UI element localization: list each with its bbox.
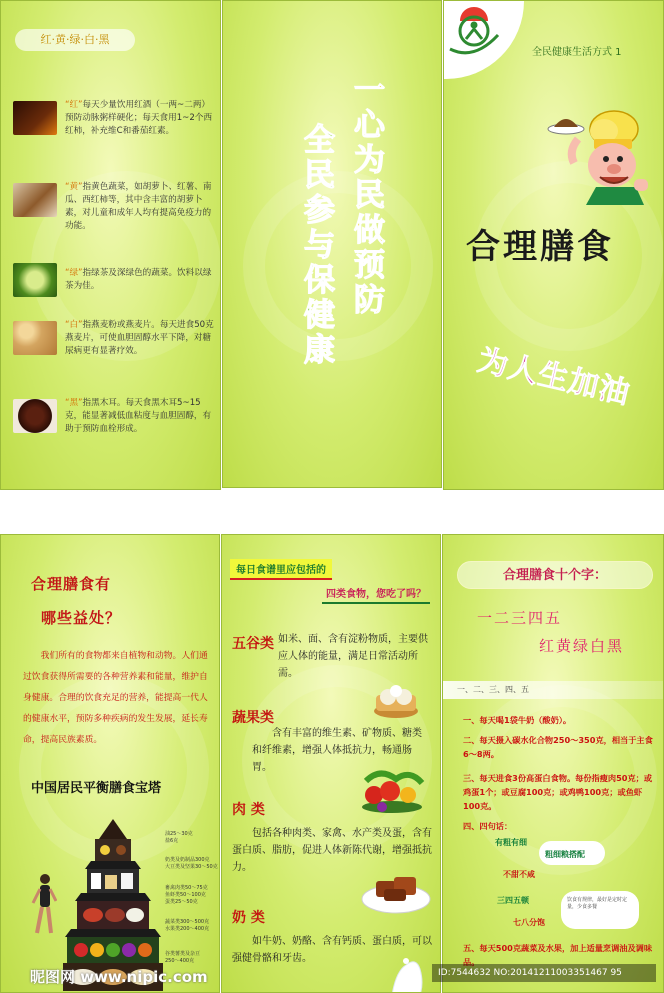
phrase-coarse-fine: 有粗有细 — [495, 838, 527, 847]
green-tea-image — [13, 263, 57, 297]
ten-words-banner: 合理膳食十个字： — [457, 561, 653, 589]
benefits-title-line1: 合理膳食有 — [31, 575, 112, 593]
milk-splash-icon — [386, 955, 426, 993]
image-id-watermark: ID:7544632 NO:20141211003351467 95 — [432, 964, 656, 982]
category-title-fruits-vegetables: 蔬果类 — [232, 710, 274, 726]
color-item-text: “黄”指黄色蔬菜，如胡萝卜、红薯、南瓜、西红柿等，其中含丰富的胡萝卜素，对儿童和成年人均有提高免疫力的功能。 — [65, 182, 212, 231]
five-colors-legend: 红·黄·绿·白·黑 — [15, 29, 135, 51]
phrase-grain-mix: 粗细粮搭配 — [545, 850, 585, 859]
bubble-note: 饮食有规律，最好是定时定量，少食多餐 — [567, 897, 628, 910]
runner-icon — [31, 873, 57, 943]
vegetables-icon — [356, 767, 428, 815]
pagoda-level-label: 蔬菜类300～500克 水果类200～400克 — [165, 919, 210, 932]
pagoda-level-label: 畜禽肉类50～75克 鱼虾类50～100克 蛋类25～50克 — [165, 885, 208, 905]
logo-corner — [444, 1, 524, 79]
brochure-label: 全民健康生活方式 1 — [532, 47, 622, 58]
category-title-dairy: 奶 类 — [232, 910, 265, 926]
phrase-meals: 三四五顿 — [497, 896, 529, 905]
red-wine-image — [13, 101, 57, 135]
color-item-text: “白”指燕麦粉或燕麦片。每天进食50克燕麦片，可使血胆固醇水平下降，对糖尿病更有显著疗效。 — [65, 320, 214, 356]
yellow-vegetables-image — [13, 183, 57, 217]
panel-four-food-groups — [221, 534, 441, 993]
numbers-strip: 一、二、三、四、五 — [443, 681, 664, 699]
phrase-not-sweet-salty: 不甜不咸 — [503, 870, 535, 879]
ten-words-colors: 红黄绿白黑 — [539, 637, 625, 655]
benefits-body: 我们所有的食物都来自植物和动物。人们通过饮食获得所需要的各种营养素和能量，维护自身健康。合理的饮食充足的营养，能提高一代人的健康水平，预防多种疾病的发生发展，延长寿命，提高民族素质。 — [23, 651, 208, 745]
tip-item: 三、每天进食3份高蛋白食物。每份指瘦肉50克；或鸡蛋1个；或豆腐100克；或鸡鸭100克；或鱼虾100克。 — [463, 773, 653, 811]
panel-benefits — [0, 534, 220, 993]
category-title-grains: 五谷类 — [232, 636, 274, 652]
oats-image — [13, 321, 57, 355]
tip-item: 一、每天喝1袋牛奶（酸奶）。 — [463, 715, 572, 725]
phrase-seventy-percent-full: 七八分饱 — [513, 918, 545, 927]
tip-item: 五、每天500克蔬菜及水果，加上适量烹调油及调味品。 — [463, 943, 653, 967]
category-text-grains: 如米、面、含有淀粉物质，主要供应人体的能量，满足日常活动所需。 — [278, 634, 428, 679]
panel-cover — [443, 0, 664, 490]
food-groups-banner: 每日食谱里应包括的 — [230, 559, 332, 580]
chef-mascot-icon — [544, 101, 654, 206]
color-item-text: “黑”指黑木耳。每天食黑木耳5~15克，能显著减低血粘度与血胆固醇，有助于预防血栓形成。 — [65, 398, 212, 434]
color-item-text: “绿”指绿茶及深绿色的蔬菜。饮料以绿茶为佳。 — [65, 268, 212, 291]
steamed-buns-icon — [372, 681, 420, 719]
pagoda-level-label: 谷类薯类及杂豆 250～400克 — [165, 951, 201, 964]
category-text-fruits-vegetables: 含有丰富的维生素、矿物质、糖类和纤维素，增强人体抵抗力，畅通肠胃。 — [252, 728, 422, 773]
campaign-logo-icon — [444, 1, 504, 63]
pagoda-level-label: 奶类及奶制品300克 大豆类及坚果30～50克 — [165, 857, 218, 870]
slogan-two: 全民参与保健康 — [298, 123, 334, 368]
ten-words-numbers: 一二三四五 — [477, 609, 563, 627]
slogan-one: 一心为民做预防 — [348, 73, 384, 318]
cover-subtitle: 为人生加油 — [474, 342, 634, 412]
braised-meat-icon — [360, 865, 432, 915]
pagoda-level-label: 油25～30克 盐6克 — [165, 831, 193, 844]
panel-slogans — [222, 0, 442, 488]
panel-ten-words — [442, 534, 664, 993]
color-item-text: “红”每天少量饮用红酒（一两~二两）预防动脉粥样硬化；每天食用1~2个西红柿，补充维C和番茄红素。 — [65, 100, 213, 136]
category-text-dairy: 如牛奶、奶酪、含有钙质、蛋白质，可以强健骨骼和牙齿。 — [232, 936, 432, 964]
category-title-meat: 肉 类 — [232, 802, 265, 818]
tip-item: 四、四句话： — [463, 821, 513, 831]
pagoda-title: 中国居民平衡膳食宝塔 — [31, 781, 162, 796]
benefits-title-line2: 哪些益处？ — [41, 609, 122, 627]
black-fungus-image — [13, 399, 57, 433]
panel-five-colors — [0, 0, 221, 490]
tip-item: 二、每天摄入碳水化合物250～350克，相当于主食6～8两。 — [463, 735, 653, 759]
site-watermark: 昵图网 www.nipic.com — [30, 968, 208, 986]
cover-title: 合理膳食 — [466, 227, 614, 267]
food-groups-question: 四类食物，您吃了吗？ — [322, 583, 430, 604]
category-text-meat: 包括各种肉类、家禽、水产类及蛋，含有蛋白质、脂肪，促进人体新陈代谢，增强抵抗力。 — [232, 828, 432, 873]
